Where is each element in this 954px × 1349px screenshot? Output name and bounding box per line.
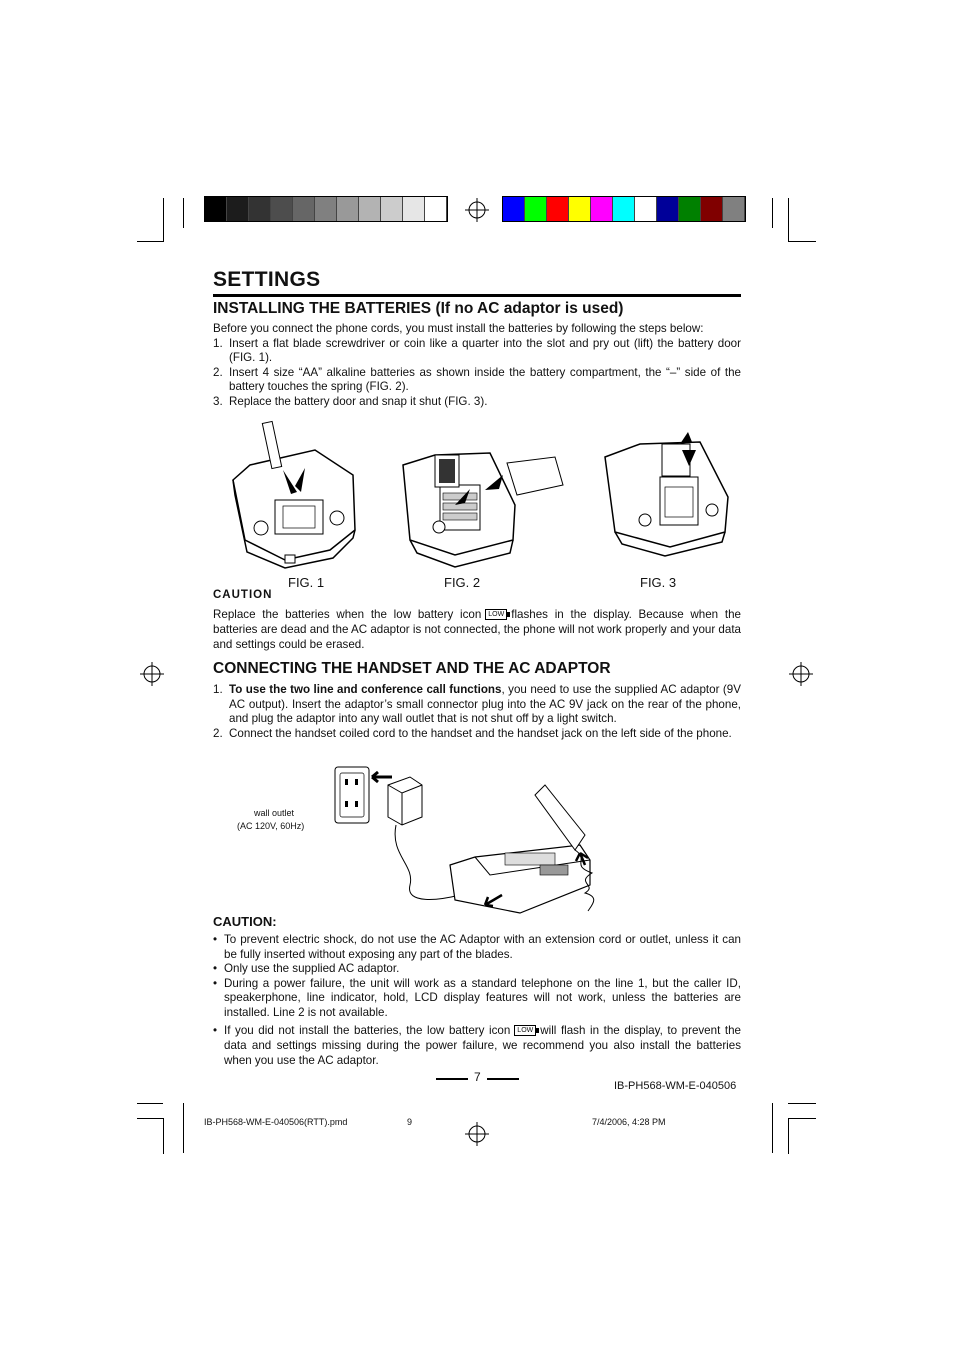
document-code: IB-PH568-WM-E-040506 [614, 1080, 737, 1092]
color-swatch [403, 197, 425, 221]
caution-text-start: Replace the batteries when the low battery icon [213, 608, 482, 621]
step-text: Replace the battery door and snap it shut (FIG. 3). [229, 394, 488, 408]
color-swatch [569, 197, 591, 221]
color-swatch [315, 197, 337, 221]
color-swatch [591, 197, 613, 221]
fig2-illustration [395, 445, 575, 570]
color-swatch [547, 197, 569, 221]
color-swatch [271, 197, 293, 221]
list-item [213, 727, 741, 742]
color-swatch [525, 197, 547, 221]
list-item [213, 933, 741, 962]
caution-bullets [213, 933, 741, 1068]
bullet: • [213, 976, 218, 990]
bullet-text: During a power failure, the unit will work as a standard telephone on the line 1, but the caller ID, speakerphone, line indicator, hold, LCD display features will not work, unless the batteries are installed. Line 2 is not available. [224, 976, 741, 1019]
caution-heading: CAUTION: [213, 914, 277, 929]
registration-mark-icon [465, 1122, 489, 1146]
color-calibration-bars [502, 196, 746, 222]
color-swatch [679, 197, 701, 221]
list-item [213, 683, 741, 727]
title-rule [213, 294, 741, 297]
step-text: Connect the handset coiled cord to the handset and the handset jack on the left side of the phone. [229, 726, 732, 740]
page-title: SETTINGS [213, 268, 321, 291]
fig3-illustration [600, 432, 735, 557]
fig-3-label: FIG. 3 [640, 575, 677, 590]
color-swatch [359, 197, 381, 221]
step-text: Insert a flat blade screwdriver or coin like a quarter into the slot and pry out (lift) the battery door (FIG. 1). [229, 336, 741, 365]
color-swatch [205, 197, 227, 221]
step-bold-text: To use the two line and conference call functions [229, 683, 502, 696]
color-swatch [425, 197, 447, 221]
list-item [213, 337, 741, 366]
color-swatch [227, 197, 249, 221]
list-item [213, 1023, 741, 1068]
section-heading-handset: CONNECTING THE HANDSET AND THE AC ADAPTOR [213, 660, 611, 677]
intro-text: Before you connect the phone cords, you must install the batteries by following the steps below: [213, 322, 704, 335]
list-item [213, 395, 741, 410]
caution-text-end: flashes in the display. Because when the batteries are dead and the AC adaptor is not connected, the phone will not work properly and your data and settings could be erased. [213, 608, 741, 651]
page-number-rule-right [487, 1078, 519, 1080]
low-battery-icon: LOW [485, 609, 507, 620]
bullet: • [213, 933, 218, 946]
bullet: • [213, 962, 218, 976]
fig-1-label: FIG. 1 [288, 575, 325, 590]
step-text: , you need to use the supplied AC adaptor (9V AC output). Insert the adaptor’s small connector plug into the AC 9V jack on the rear of the phone, and plug the adaptor into any wall outlet that is not shut off by a light switch. [229, 683, 741, 726]
color-swatch [635, 197, 657, 221]
list-item [213, 366, 741, 395]
color-swatch [337, 197, 359, 221]
color-swatch [249, 197, 271, 221]
connection-illustration [330, 765, 630, 915]
bullet-text: To prevent electric shock, do not use the AC Adaptor with an extension cord or outlet, unless it can be fully inserted without exposing any part of the blades. [224, 933, 741, 961]
gray-calibration-bars [204, 196, 448, 222]
color-swatch [503, 197, 525, 221]
step-number: 1. [213, 683, 223, 696]
color-swatch [613, 197, 635, 221]
handset-instructions [213, 683, 741, 741]
bullet-text-start: If you did not install the batteries, the low battery icon [224, 1023, 511, 1037]
fig-2-label: FIG. 2 [444, 575, 481, 590]
page-number-rule-left [436, 1078, 468, 1080]
color-swatch [701, 197, 723, 221]
list-item [213, 977, 741, 1021]
caution-label: CAUTION [213, 589, 273, 601]
section-heading-batteries: INSTALLING THE BATTERIES (If no AC adaptor is used) [213, 300, 624, 317]
low-battery-icon: LOW [514, 1025, 536, 1036]
caution-text [213, 607, 741, 652]
wall-outlet-spec: (AC 120V, 60Hz) [237, 821, 305, 831]
page-number: 7 [474, 1070, 481, 1084]
color-swatch [723, 197, 745, 221]
registration-mark-icon [465, 198, 489, 222]
list-item [213, 962, 741, 977]
footer-datetime: 7/4/2006, 4:28 PM [592, 1117, 666, 1127]
step-number: 2. [213, 365, 223, 379]
battery-instructions [213, 322, 741, 410]
fig1-illustration [225, 420, 360, 570]
step-number: 3. [213, 394, 223, 408]
bullet: • [213, 1023, 218, 1037]
footer-page: 9 [407, 1117, 413, 1127]
step-text: Insert 4 size “AA” alkaline batteries as shown inside the battery compartment, the “–” side of the battery touches the spring (FIG. 2). [229, 365, 741, 394]
bullet-text: Only use the supplied AC adaptor. [224, 962, 400, 976]
color-swatch [293, 197, 315, 221]
footer-file-name: IB-PH568-WM-E-040506(RTT).pmd [204, 1117, 348, 1127]
registration-mark-icon [140, 662, 164, 686]
color-swatch [381, 197, 403, 221]
step-number: 2. [213, 726, 223, 740]
bullet-text-end: will flash in the display, to prevent the data and settings missing during the power failure, we recommend you also install the batteries when you use the AC adaptor. [224, 1023, 742, 1067]
color-swatch [657, 197, 679, 221]
wall-outlet-label: wall outlet [254, 808, 295, 818]
step-number: 1. [213, 336, 223, 350]
registration-mark-icon [789, 662, 813, 686]
